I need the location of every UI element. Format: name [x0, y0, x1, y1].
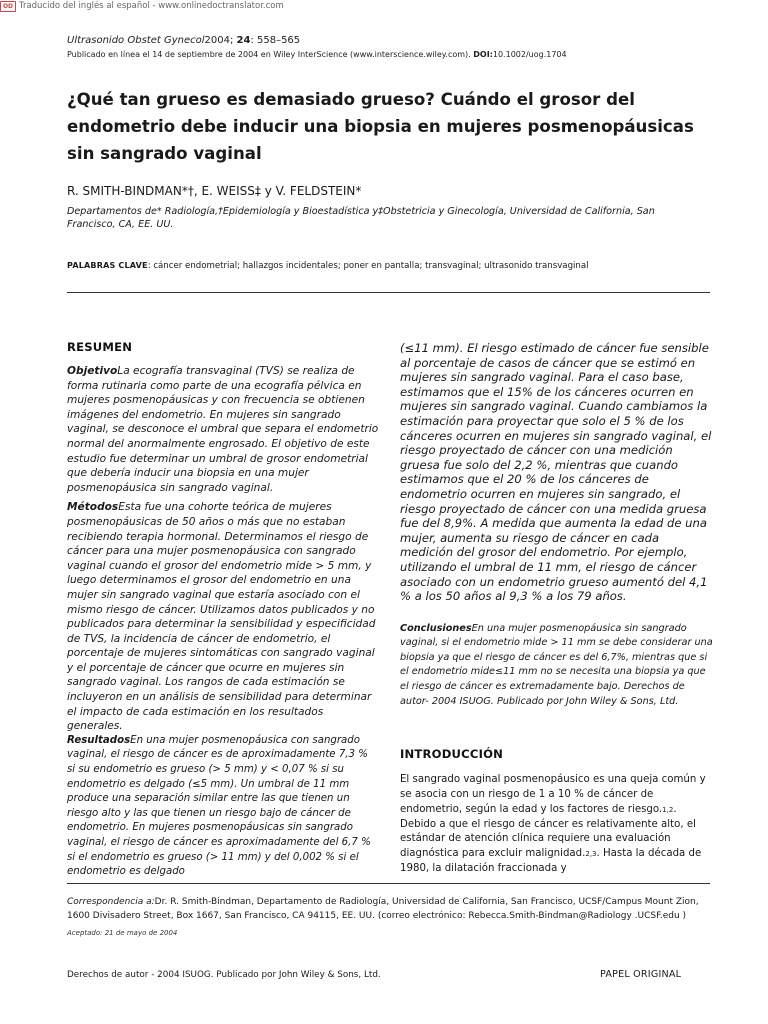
methods-text: Esta fue una cohorte teórica de mujeres posmenopáusicas de 50 años o más que no estaban recibiendo terapia hormonal. Determinamos el riesgo de cáncer para una mujer posmenopáusica con sangrado vaginal cuando el grosor del endometrio mide > 5 mm, y luego determinamos el grosor del endometrio en una mujer sin sangrado vaginal que estaría asociado con el mismo riesgo de cáncer. Utilizamos datos publicados y no publicados para determinar la sensibilidad y especificidad de TVS, la incidencia de cáncer de endometrio, el porcentaje de mujeres sintomáticas con sangrado vaginal y el porcentaje de cáncer que ocurre en mujeres sin sangrado vaginal. Los rangos de cada estimación se incluyeron en un análisis de sensibilidad para determinar el impacto de cada estimación en los resultados generales. — [67, 501, 376, 733]
abstract-column-left — [67, 340, 379, 880]
affiliations: Departamentos de* Radiología,†Epidemiología y Bioestadística y‡Obstetricia y Ginecología, Universidad de California, San Francisco, CA, EE. UU. — [67, 206, 655, 230]
doi-value[interactable]: 10.1002/uog.1704 — [492, 50, 567, 59]
paper-type-label: PAPEL ORIGINAL — [600, 969, 682, 980]
article-title: ¿Qué tan grueso es demasiado grueso? Cuándo el grosor del endometrio debe inducir una biopsia en mujeres posmenopáusicas sin sangrado vaginal — [67, 90, 694, 163]
doi-label: DOI: — [473, 50, 493, 59]
keywords — [67, 261, 589, 271]
translation-banner-text[interactable]: Traducido del inglés al español - www.onlinedoctranslator.com — [19, 1, 284, 11]
published-line: Publicado en línea el 14 de septiembre de 2004 en Wiley InterScience (www.interscience.wiley.com). — [67, 50, 471, 59]
abstract-results — [67, 734, 379, 880]
introduction-heading: INTRODUCCIÓN — [400, 747, 504, 762]
abstract-objective — [67, 364, 379, 495]
keywords-text: : cáncer endometrial; hallazgos incidentales; poner en pantalla; transvaginal; ultrasonido transvaginal — [147, 261, 589, 271]
journal-year: 2004 — [204, 35, 230, 46]
abstract-conclusions — [400, 622, 714, 710]
correspondence-label: Correspondencia a: — [67, 897, 155, 907]
header-divider — [67, 292, 710, 293]
abstract-column-right — [400, 341, 714, 877]
objective-text: La ecografía transvaginal (TVS) se realiza de forma rutinaria como parte de una ecografía pélvica en mujeres posmenopáusicas y con frecuencia se obtienen imágenes del endometrio. En mujeres sin sangrado vaginal, se desconoce el umbral que separa el endometrio normal del anormalmente engrosado. El objetivo de este estudio fue determinar un umbral de grosor endometrial que debería inducir una biopsia en una mujer posmenopáusica sin sangrado vaginal. — [67, 365, 379, 494]
journal-name: Ultrasonido Obstet Gynecol — [67, 35, 205, 46]
objective-label: Objetivo — [67, 365, 118, 377]
methods-label: Métodos — [67, 501, 119, 514]
publication-info — [67, 50, 567, 59]
correspondence-text: Dr. R. Smith-Bindman, Departamento de Radiología, Universidad de California, San Francisco, UCSF/Campus Mount Zion, 1600 Divisadero Street, Box 1667, San Francisco, CA 94115, EE. UU. (correo electrónico: Rebecca.Smith-Bindman@Radiology .UCSF.edu ) — [67, 897, 699, 921]
abstract-results-continued: (≤11 mm). El riesgo estimado de cáncer fue sensible al porcentaje de casos de cáncer que se estimó en mujeres sin sangrado vaginal. Para el caso base, estimamos que el 15% de los cánceres ocurren en mujeres sin sangrado vaginal. Cuando cambiamos la estimación para proyectar que solo el 5 % de los cánceres ocurren en mujeres sin sangrado vaginal, el riesgo proyectado de cáncer con una medición gruesa fue solo del 2,2 %, mientras que cuando estimamos que el 20 % de los cánceres de endometrio ocurren en mujeres sin sangrado, el riesgo proyectado de cáncer con una medida gruesa fue del 8,9%. A medida que aumenta la edad de una mujer, aumenta su riesgo de cáncer en cada medición del grosor del endometrio. Por ejemplo, utilizando el umbral de 11 mm, el riesgo de cáncer asociado con un endometrio grueso aumentó del 4,1 % a los 50 años al 9,3 % a los 79 años. — [400, 341, 712, 604]
intro-text-2: . Debido a que el riesgo de cáncer es relativamente alto, el estándar de atención clínica requiere una evaluación diagnóstica para excluir malignidad. — [400, 803, 696, 860]
correspondence — [67, 895, 707, 923]
accepted-date: Aceptado: 21 de mayo de 2004 — [67, 929, 178, 937]
translation-banner[interactable] — [0, 0, 284, 12]
journal-volume: 24 — [236, 35, 251, 46]
intro-ref-2[interactable]: 2,3 — [585, 850, 597, 859]
results-text: En una mujer posmenopáusica con sangrado vaginal, el riesgo de cáncer es de aproximadamente 7,3 % si su endometrio es grueso (> 5 mm) y < 0,07 % si su endometrio es delgado (≤5 mm). Un umbral de 11 mm produce una separación similar entre las que tienen un riesgo alto y las que tienen un riesgo bajo de cáncer de endometrio. En mujeres posmenopáusicas sin sangrado vaginal, el riesgo de cáncer es aproximadamente del 6,7 % si el endometrio es grueso (> 11 mm) y del 0,002 % si el endometrio es delgado — [67, 734, 371, 878]
author-list: R. SMITH-BINDMAN*†, E. WEISS‡ y V. FELDSTEIN* — [67, 184, 362, 198]
conclusions-text: En una mujer posmenopáusica sin sangrado vaginal, si el endometrio mide > 11 mm se debe considerar una biopsia ya que el riesgo de cáncer es del 6,7%, mientras que si el endometrio mide≤11 mm no se necesita una biopsia ya que el riesgo de cáncer es extremadamente bajo. Derechos de autor- 2004 ISUOG. Publicado por John Wiley & Sons, Ltd. — [400, 622, 713, 707]
conclusions-label: Conclusiones — [400, 622, 472, 634]
results-label: Resultados — [67, 734, 131, 746]
footer-divider — [67, 883, 710, 884]
abstract-heading: RESUMEN — [67, 340, 133, 354]
intro-ref-1[interactable]: 1,2 — [662, 805, 674, 814]
journal-citation: Ultrasonido Obstet Gynecol2004; 24: 558–565 — [67, 35, 301, 46]
introduction-paragraph — [400, 773, 714, 877]
intro-text-1: El sangrado vaginal posmenopáusico es una queja común y se asocia con un riesgo de 1 a 10 % de cáncer de endometrio, según la edad y los factores de riesgo. — [400, 774, 706, 815]
copyright-notice: Derechos de autor - 2004 ISUOG. Publicado por John Wiley & Sons, Ltd. — [67, 970, 381, 980]
journal-pages: : 558–565 — [250, 35, 301, 46]
intro-text-3: . Hasta la década de 1980, la dilatación fraccionada y — [400, 848, 702, 875]
keywords-label: PALABRAS CLAVE — [67, 261, 148, 270]
abstract-methods — [67, 500, 379, 734]
translator-logo-icon: OD — [0, 1, 16, 12]
